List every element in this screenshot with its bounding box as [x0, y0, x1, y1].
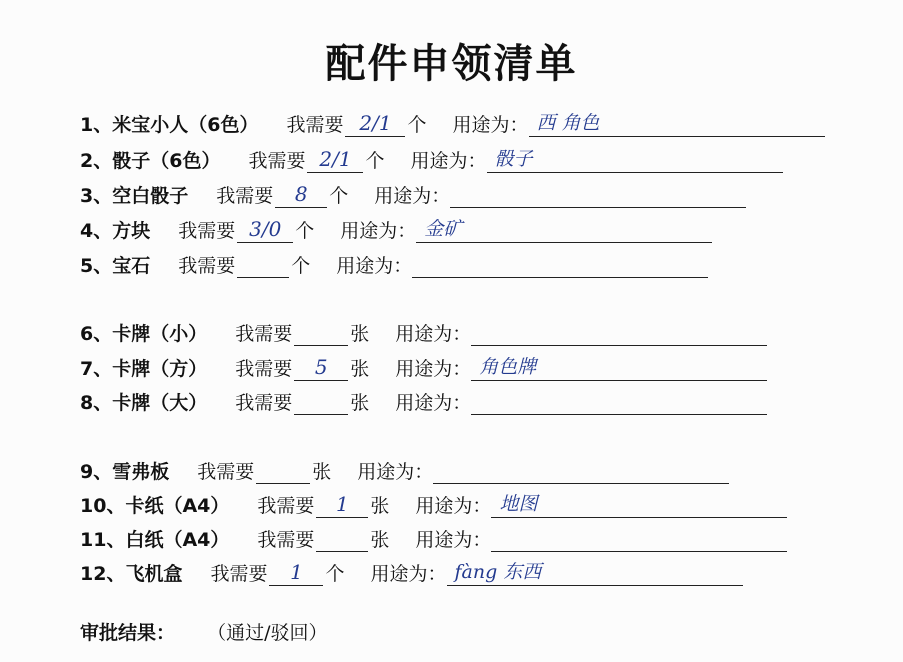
quantity-value: 8 [294, 182, 308, 206]
item-name: 空白骰子 [112, 185, 189, 207]
purpose-field[interactable] [529, 108, 825, 137]
quantity-field[interactable] [294, 317, 348, 346]
quantity-field[interactable] [237, 249, 289, 278]
need-label: 我需要 [197, 461, 255, 483]
need-label: 我需要 [178, 255, 236, 277]
unit-label: 个 [365, 150, 385, 172]
purpose-label: 用途为： [374, 185, 451, 207]
unit-label: 个 [291, 255, 311, 277]
list-item [80, 450, 729, 484]
list-item [80, 209, 712, 243]
list-item [80, 381, 767, 415]
purpose-field[interactable] [491, 523, 787, 552]
purpose-field[interactable] [487, 144, 783, 173]
unit-label: 张 [370, 495, 390, 517]
item-name: 雪弗板 [112, 461, 170, 483]
purpose-label: 用途为： [357, 461, 434, 483]
quantity-value: 2/1 [319, 147, 352, 171]
list-item [80, 484, 787, 518]
purpose-label: 用途为： [415, 529, 492, 551]
need-label: 我需要 [248, 150, 306, 172]
need-label: 我需要 [210, 563, 268, 585]
list-item [80, 103, 825, 137]
unit-label: 张 [350, 358, 370, 380]
page-title: 配件申领清单 [325, 41, 578, 87]
list-item [80, 552, 743, 586]
quantity-value: 5 [314, 355, 328, 379]
purpose-field[interactable] [471, 317, 767, 346]
purpose-label: 用途为： [340, 220, 417, 242]
quantity-field[interactable] [294, 352, 348, 381]
quantity-field[interactable] [307, 144, 363, 173]
quantity-value: 2/1 [359, 111, 392, 135]
list-item [80, 518, 787, 552]
item-number: 11、 [80, 529, 126, 551]
item-name: 卡牌（方） [112, 358, 208, 380]
purpose-value: fàng 东西 [454, 561, 542, 583]
quantity-field[interactable] [256, 455, 310, 484]
item-number: 3、 [80, 185, 113, 207]
purpose-label: 用途为： [395, 323, 472, 345]
item-number: 8、 [80, 392, 113, 414]
list-item [80, 174, 746, 208]
need-label: 我需要 [178, 220, 236, 242]
approval-options: （通过/驳回） [207, 622, 328, 644]
quantity-field[interactable] [269, 557, 323, 586]
item-number: 7、 [80, 358, 113, 380]
purpose-label: 用途为： [370, 563, 447, 585]
approval-label: 审批结果： [80, 622, 176, 644]
list-item [80, 347, 767, 381]
item-name: 卡牌（小） [112, 323, 208, 345]
purpose-field[interactable] [416, 214, 712, 243]
item-name: 米宝小人（6色） [112, 114, 259, 136]
item-name: 卡纸（A4） [125, 495, 230, 517]
quantity-value: 3/0 [249, 217, 282, 241]
purpose-value: 骰子 [494, 148, 533, 170]
item-number: 12、 [80, 563, 126, 585]
item-number: 6、 [80, 323, 113, 345]
item-name: 飞机盒 [125, 563, 183, 585]
item-number: 2、 [80, 150, 113, 172]
purpose-label: 用途为： [395, 358, 472, 380]
purpose-value: 金矿 [424, 218, 463, 240]
purpose-field[interactable] [412, 249, 708, 278]
need-label: 我需要 [235, 323, 293, 345]
need-label: 我需要 [257, 529, 315, 551]
list-item [80, 312, 767, 346]
unit-label: 张 [350, 392, 370, 414]
purpose-field[interactable] [450, 179, 746, 208]
item-name: 宝石 [112, 255, 151, 277]
purpose-label: 用途为： [395, 392, 472, 414]
purpose-label: 用途为： [410, 150, 487, 172]
unit-label: 个 [295, 220, 315, 242]
need-label: 我需要 [235, 392, 293, 414]
purpose-field[interactable] [433, 455, 729, 484]
item-name: 方块 [112, 220, 151, 242]
item-number: 1、 [80, 114, 113, 136]
purpose-value: 地图 [499, 493, 538, 515]
need-label: 我需要 [286, 114, 344, 136]
unit-label: 张 [312, 461, 332, 483]
unit-label: 张 [350, 323, 370, 345]
item-number: 9、 [80, 461, 113, 483]
list-item [80, 244, 708, 278]
purpose-value: 角色牌 [479, 356, 537, 378]
quantity-field[interactable] [237, 214, 293, 243]
unit-label: 张 [370, 529, 390, 551]
purpose-label: 用途为： [415, 495, 492, 517]
quantity-value: 1 [290, 560, 303, 584]
need-label: 我需要 [216, 185, 274, 207]
quantity-field[interactable] [316, 489, 368, 518]
quantity-field[interactable] [316, 523, 368, 552]
unit-label: 个 [407, 114, 427, 136]
unit-label: 个 [329, 185, 349, 207]
need-label: 我需要 [257, 495, 315, 517]
item-number: 4、 [80, 220, 113, 242]
unit-label: 个 [325, 563, 345, 585]
quantity-field[interactable] [275, 179, 327, 208]
item-name: 骰子（6色） [112, 150, 221, 172]
need-label: 我需要 [235, 358, 293, 380]
item-name: 卡牌（大） [112, 392, 208, 414]
purpose-field[interactable] [471, 352, 767, 381]
purpose-field[interactable] [471, 386, 767, 415]
purpose-field[interactable] [447, 557, 743, 586]
purpose-label: 用途为： [452, 114, 529, 136]
quantity-value: 1 [336, 492, 349, 516]
purpose-field[interactable] [491, 489, 787, 518]
approval-section [80, 618, 328, 645]
item-number: 5、 [80, 255, 113, 277]
quantity-field[interactable] [294, 386, 348, 415]
list-item [80, 139, 783, 173]
item-number: 10、 [80, 495, 126, 517]
item-name: 白纸（A4） [125, 529, 230, 551]
quantity-field[interactable] [345, 108, 405, 137]
purpose-value: 西 角色 [536, 112, 600, 134]
purpose-label: 用途为： [336, 255, 413, 277]
